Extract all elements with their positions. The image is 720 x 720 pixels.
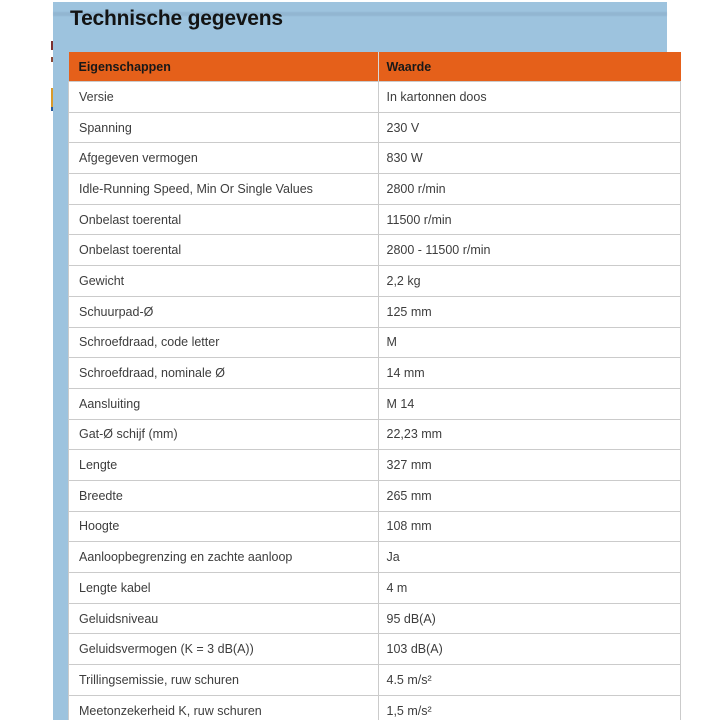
property-cell: Aanloopbegrenzing en zachte aanloop <box>69 542 379 573</box>
value-cell: 1,5 m/s² <box>378 695 681 720</box>
value-cell: M 14 <box>378 388 681 419</box>
value-cell: 265 mm <box>378 480 681 511</box>
property-cell: Idle-Running Speed, Min Or Single Values <box>69 174 379 205</box>
property-cell: Trillingsemissie, ruw schuren <box>69 665 379 696</box>
value-cell: 103 dB(A) <box>378 634 681 665</box>
value-cell: 11500 r/min <box>378 204 681 235</box>
table-row <box>69 388 681 419</box>
property-cell: Gewicht <box>69 266 379 297</box>
table-row <box>69 511 681 542</box>
property-cell: Spanning <box>69 112 379 143</box>
value-cell: 230 V <box>378 112 681 143</box>
spec-table-body <box>69 82 681 720</box>
left-edge-artifact <box>51 88 53 107</box>
table-row <box>69 573 681 604</box>
left-edge-artifact <box>51 107 53 111</box>
table-row <box>69 266 681 297</box>
value-cell: M <box>378 327 681 358</box>
column-header-eigenschappen: Eigenschappen <box>69 52 379 82</box>
property-cell: Aansluiting <box>69 388 379 419</box>
property-cell: Schroefdraad, code letter <box>69 327 379 358</box>
property-cell: Gat-Ø schijf (mm) <box>69 419 379 450</box>
property-cell: Lengte kabel <box>69 573 379 604</box>
property-cell: Hoogte <box>69 511 379 542</box>
property-cell: Versie <box>69 82 379 113</box>
table-row <box>69 419 681 450</box>
table-row <box>69 665 681 696</box>
table-row <box>69 327 681 358</box>
property-cell: Meetonzekerheid K, ruw schuren <box>69 695 379 720</box>
content-panel <box>53 2 667 720</box>
property-cell: Geluidsniveau <box>69 603 379 634</box>
page-title: Technische gegevens <box>70 7 283 30</box>
table-row <box>69 143 681 174</box>
table-row <box>69 450 681 481</box>
table-row <box>69 174 681 205</box>
property-cell: Schuurpad-Ø <box>69 296 379 327</box>
value-cell: 2800 r/min <box>378 174 681 205</box>
value-cell: 327 mm <box>378 450 681 481</box>
table-row <box>69 204 681 235</box>
property-cell: Geluidsvermogen (K = 3 dB(A)) <box>69 634 379 665</box>
property-cell: Onbelast toerental <box>69 235 379 266</box>
property-cell: Onbelast toerental <box>69 204 379 235</box>
property-cell: Lengte <box>69 450 379 481</box>
spec-table <box>68 52 681 720</box>
value-cell: 22,23 mm <box>378 419 681 450</box>
property-cell: Breedte <box>69 480 379 511</box>
value-cell: 125 mm <box>378 296 681 327</box>
table-row <box>69 82 681 113</box>
left-edge-artifact <box>51 57 53 62</box>
value-cell: 830 W <box>378 143 681 174</box>
table-row <box>69 542 681 573</box>
table-row <box>69 296 681 327</box>
table-header-row <box>69 52 681 82</box>
property-cell: Schroefdraad, nominale Ø <box>69 358 379 389</box>
table-row <box>69 634 681 665</box>
table-row <box>69 358 681 389</box>
left-edge-artifact <box>51 41 53 50</box>
value-cell: 4 m <box>378 573 681 604</box>
column-header-waarde: Waarde <box>378 52 681 82</box>
value-cell: 2800 - 11500 r/min <box>378 235 681 266</box>
value-cell: 108 mm <box>378 511 681 542</box>
table-row <box>69 603 681 634</box>
value-cell: In kartonnen doos <box>378 82 681 113</box>
value-cell: 95 dB(A) <box>378 603 681 634</box>
property-cell: Afgegeven vermogen <box>69 143 379 174</box>
value-cell: 4.5 m/s² <box>378 665 681 696</box>
value-cell: Ja <box>378 542 681 573</box>
table-row <box>69 695 681 720</box>
value-cell: 14 mm <box>378 358 681 389</box>
value-cell: 2,2 kg <box>378 266 681 297</box>
table-row <box>69 235 681 266</box>
table-row <box>69 480 681 511</box>
table-row <box>69 112 681 143</box>
